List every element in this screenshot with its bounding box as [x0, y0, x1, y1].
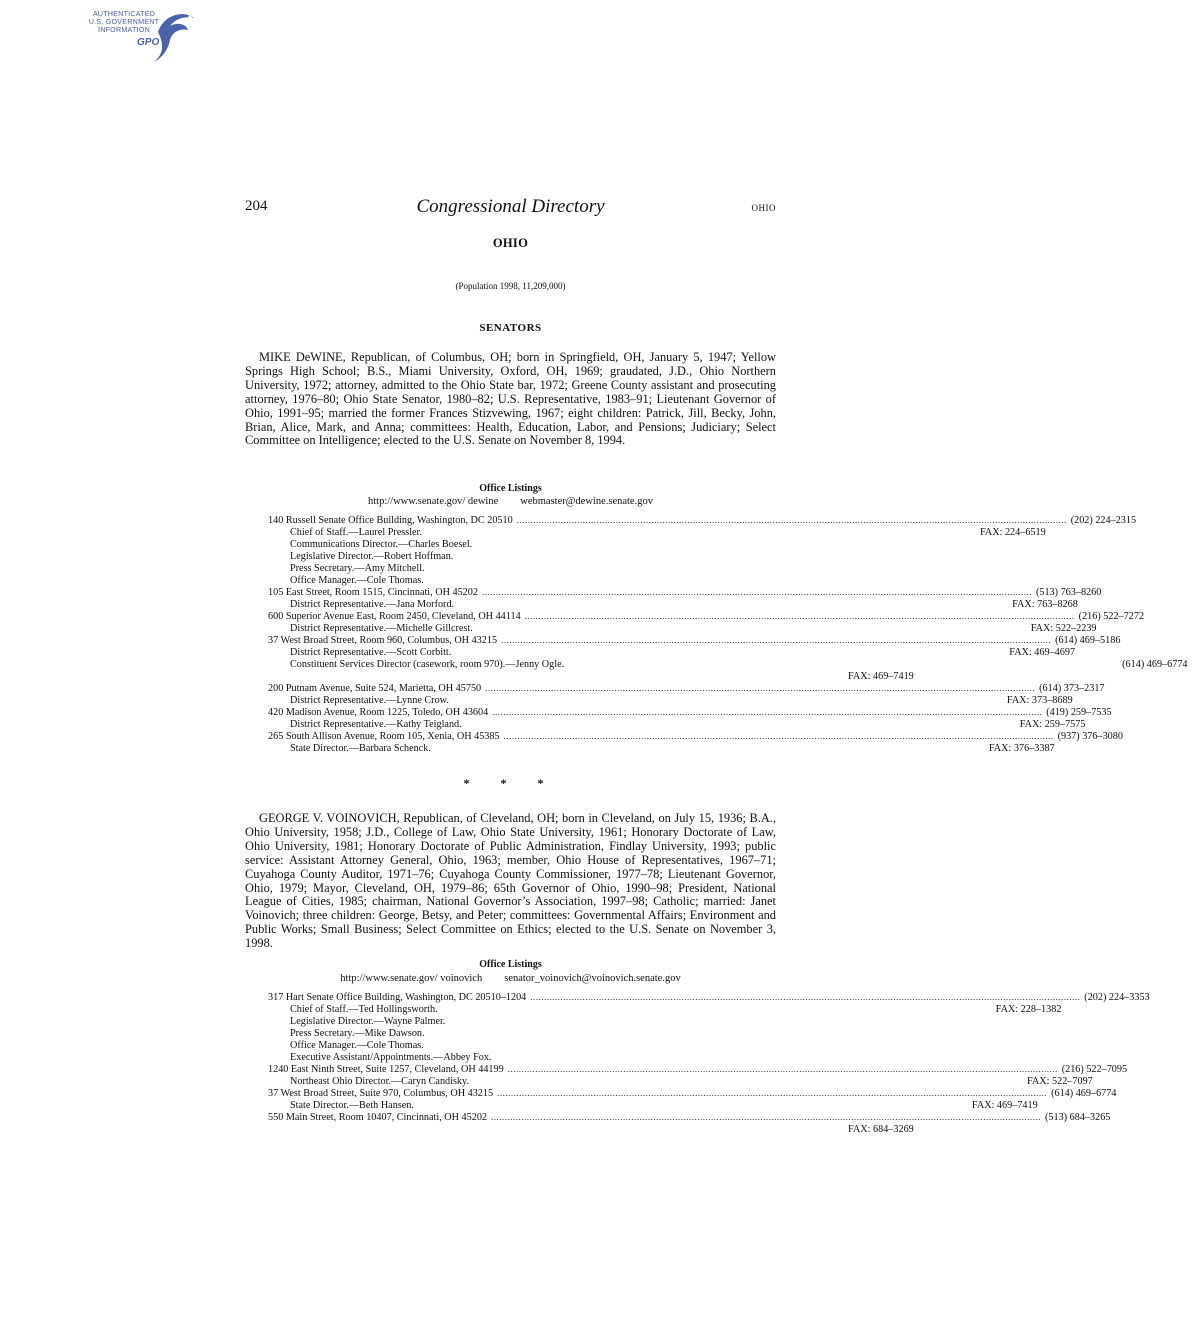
- leader-dots: ........................................................................................................................................................................................................: [491, 1112, 1042, 1122]
- web-contact-line: [245, 496, 776, 507]
- gpo-mark-text: GPO: [137, 37, 160, 48]
- office-listing-row: [268, 1027, 756, 1039]
- office-entry-value: (419) 259–7535: [1046, 707, 1112, 718]
- office-entry-label: District Representative.—Scott Corbitt.: [290, 647, 452, 658]
- office-entry-label: Office Manager.—Cole Thomas.: [290, 1040, 424, 1051]
- office-listing-row: [268, 742, 1055, 754]
- office-listing-row: [268, 622, 1097, 634]
- running-state: OHIO: [751, 203, 776, 213]
- office-entry-value: FAX: 469–4697: [1009, 647, 1076, 658]
- office-entry-label: 37 West Broad Street, Room 960, Columbus, OH 43215: [268, 635, 498, 646]
- leader-dots: ........................................................................................................................................................................................................: [497, 1088, 1048, 1098]
- office-listing-row: [268, 682, 1105, 694]
- office-entry-value: (937) 376–3080: [1057, 731, 1123, 742]
- office-entry-value: FAX: 228–1382: [995, 1004, 1062, 1015]
- website-link[interactable]: http://www.senate.gov/ voinovich: [340, 973, 483, 984]
- website-link[interactable]: http://www.senate.gov/ dewine: [368, 496, 499, 507]
- office-listing-row: [268, 586, 1102, 598]
- office-entry-label: Constituent Services Director (casework, room 970).—Jenny Ogle.: [290, 659, 565, 670]
- senator-bio: GEORGE V. VOINOVICH, Republican, of Cleveland, OH; born in Cleveland, on July 15, 1936; B.A., Ohio University, 1958; J.D., College of Law, Ohio State University, 1961; Honorary Doctorate of Law, Ohio University, 1981; Honorary Doctorate of Public Administration, Findlay University, 1993; public service: Assistant Attorney General, Ohio, 1963; member, Ohio House of Representatives, 1967–71; Cuyahoga County Auditor, 1971–76; Cuyahoga County Commissioner, 1977–78; Lieutenant Governor, Ohio, 1979; Mayor, Cleveland, OH, 1979–86; 65th Governor of Ohio, 1990–98; President, National League of Cities, 1985; chairman, National Governor’s Association, 1997–98; Catholic; married: Janet Voinovich; three children: George, Betsy, and Peter; committees: Governmental Affairs; Environment and Public Works; Small Business; Select Committee on Ethics; elected to the U.S. Senate on November 3, 1998.: [245, 811, 776, 951]
- office-entry-value: (513) 684–3265: [1045, 1112, 1111, 1123]
- office-listing-row: [268, 706, 1112, 718]
- office-entry-label: District Representative.—Jana Morford.: [290, 599, 455, 610]
- population-line: (Population 1998, 11,209,000): [455, 281, 566, 291]
- leader-dots: ........................................................................................................................................................................................................: [485, 683, 1036, 693]
- office-listing-row: [268, 1099, 1038, 1111]
- office-listings-heading: Office Listings: [479, 483, 542, 494]
- office-listing-row: [268, 658, 1188, 670]
- office-entry-value: (614) 373–2317: [1039, 683, 1105, 694]
- office-entry-label: Legislative Director.—Wayne Palmer.: [290, 1016, 446, 1027]
- office-entry-value: (614) 469–6774: [1051, 1088, 1117, 1099]
- office-entry-value: FAX: 469–7419: [848, 671, 914, 682]
- office-entry-value: FAX: 373–8689: [1006, 695, 1073, 706]
- office-listing-row: [268, 1075, 1093, 1087]
- office-entry-value: (216) 522–7095: [1061, 1064, 1128, 1075]
- page-number: 204: [245, 198, 268, 214]
- office-entry-label: 265 South Allison Avenue, Room 105, Xenia, OH 45385: [268, 731, 500, 742]
- state-title: OHIO: [492, 236, 529, 250]
- office-listing-row: [268, 562, 756, 574]
- office-entry-value: (202) 224–2315: [1070, 515, 1137, 526]
- office-entry-label: Chief of Staff.—Laurel Pressler.: [290, 527, 422, 538]
- leader-dots: ........................................................................................................................................................................................................: [501, 635, 1052, 645]
- office-entry-value: (202) 224–3353: [1084, 992, 1150, 1003]
- office-entry-label: Legislative Director.—Robert Hoffman.: [290, 551, 454, 562]
- leader-dots: ........................................................................................................................................................................................................: [492, 707, 1043, 717]
- office-listing-row: [268, 1003, 1062, 1015]
- leader-dots: ........................................................................................................................................................................................................: [481, 587, 1032, 597]
- gpo-authentication-logo: [86, 8, 196, 64]
- office-entry-label: Office Manager.—Cole Thomas.: [290, 575, 424, 586]
- office-listing-row: [268, 598, 1078, 610]
- office-entry-value: FAX: 376–3387: [988, 743, 1055, 754]
- office-listing-row: [268, 1123, 914, 1135]
- office-entry-label: Executive Assistant/Appointments.—Abbey Fox.: [290, 1052, 492, 1063]
- office-listing-row: [268, 1051, 756, 1063]
- office-entry-label: 1240 East Ninth Street, Suite 1257, Cleveland, OH 44199: [268, 1064, 504, 1075]
- email-link[interactable]: webmaster@dewine.senate.gov: [520, 496, 653, 507]
- eagle-icon: [150, 8, 196, 64]
- web-contact-line: [245, 973, 776, 984]
- office-listing-row: [268, 1063, 1128, 1075]
- office-entry-label: 317 Hart Senate Office Building, Washington, DC 20510–1204: [268, 992, 527, 1003]
- office-listing-row: [268, 610, 1145, 622]
- office-listing-row: [268, 1015, 756, 1027]
- office-listing-row: [268, 538, 756, 550]
- email-link[interactable]: senator_voinovich@voinovich.senate.gov: [504, 973, 681, 984]
- office-listing-row: [268, 730, 1123, 742]
- office-entry-label: 200 Putnam Avenue, Suite 524, Marietta, OH 45750: [268, 683, 482, 694]
- office-entry-value: FAX: 469–7419: [971, 1100, 1038, 1111]
- office-entry-label: 550 Main Street, Room 10407, Cincinnati, OH 45202: [268, 1112, 488, 1123]
- office-entry-label: 105 East Street, Room 1515, Cincinnati, OH 45202: [268, 587, 478, 598]
- office-entry-value: (614) 469–6774: [1122, 659, 1188, 670]
- office-entry-value: (513) 763–8260: [1035, 587, 1102, 598]
- office-listing-row: [268, 1039, 756, 1051]
- office-entry-label: State Director.—Barbara Schenck.: [290, 743, 431, 754]
- leader-dots: ........................................................................................................................................................................................................: [516, 515, 1067, 525]
- logo-line: AUTHENTICATED: [92, 9, 156, 18]
- office-entry-label: 37 West Broad Street, Suite 970, Columbus, OH 43215: [268, 1088, 494, 1099]
- office-listing-row: [268, 550, 756, 562]
- office-entry-value: FAX: 224–6519: [979, 527, 1046, 538]
- office-entry-value: FAX: 522–7097: [1027, 1076, 1093, 1087]
- office-entry-label: Chief of Staff.—Ted Hollingsworth.: [290, 1004, 438, 1015]
- leader-dots: ........................................................................................................................................................................................................: [524, 611, 1075, 621]
- logo-line: INFORMATION: [98, 25, 150, 34]
- office-listing-row: [268, 526, 1046, 538]
- office-listings-heading: Office Listings: [479, 959, 542, 970]
- office-entry-value: FAX: 522–2239: [1030, 623, 1097, 634]
- office-entry-label: District Representative.—Michelle Gillcrest.: [290, 623, 473, 634]
- office-listing-row: [268, 514, 1137, 526]
- running-title: Congressional Directory: [416, 196, 605, 217]
- office-entry-label: Communications Director.—Charles Boesel.: [290, 539, 473, 550]
- office-entry-value: (216) 522–7272: [1078, 611, 1145, 622]
- office-listing-row: [268, 1111, 1111, 1123]
- office-entry-label: District Representative.—Lynne Crow.: [290, 695, 449, 706]
- leader-dots: ........................................................................................................................................................................................................: [503, 731, 1054, 741]
- office-listing-row: [268, 694, 1073, 706]
- office-entry-label: 140 Russell Senate Office Building, Washington, DC 20510: [268, 515, 513, 526]
- office-entry-label: Press Secretary.—Mike Dawson.: [290, 1028, 425, 1039]
- office-listing-row: [268, 991, 1150, 1003]
- section-separator: * * *: [463, 776, 558, 790]
- office-listing-table: [268, 991, 1150, 1135]
- office-entry-value: FAX: 763–8268: [1012, 599, 1078, 610]
- office-listing-row: [268, 1087, 1117, 1099]
- office-listing-row: [268, 634, 1121, 646]
- office-entry-label: 600 Superior Avenue East, Room 2450, Cleveland, OH 44114: [268, 611, 521, 622]
- running-head: [245, 196, 776, 220]
- office-listing-row: [268, 646, 1076, 658]
- office-listing-table: [268, 514, 1188, 754]
- senator-bio: MIKE DeWINE, Republican, of Columbus, OH; born in Springfield, OH, January 5, 1947; Yellow Springs High School; B.S., Miami University, Oxford, OH, 1969; graudated, J.D., Ohio Northern University, 1972; attorney, admitted to the Ohio State bar, 1972; Greene County assistant and prosecuting attorney, 1976–80; Ohio State Senator, 1980–82; U.S. Representative, 1983–91; Lieutenant Governor of Ohio, 1991–95; married the former Frances Stizvewing, 1967; eight children: Patrick, Jill, Becky, John, Brian, Alice, Mark, and Anna; committees: Health, Education, Labor, and Pensions; Judiciary; Select Committee on Intelligence; elected to the U.S. Senate on November 8, 1994.: [245, 350, 776, 448]
- office-entry-label: State Director.—Beth Hansen.: [290, 1100, 414, 1111]
- office-entry-value: FAX: 259–7575: [1019, 719, 1086, 730]
- office-entry-value: (614) 469–5186: [1055, 635, 1121, 646]
- office-listing-row: [268, 574, 756, 586]
- office-listing-row: [268, 670, 914, 682]
- office-listing-row: [268, 718, 1086, 730]
- section-title: SENATORS: [479, 322, 542, 334]
- office-entry-label: Press Secretary.—Amy Mitchell.: [290, 563, 425, 574]
- office-entry-value: FAX: 684–3269: [848, 1124, 914, 1135]
- logo-line: U.S. GOVERNMENT: [88, 17, 160, 26]
- leader-dots: ........................................................................................................................................................................................................: [530, 992, 1081, 1002]
- leader-dots: ........................................................................................................................................................................................................: [507, 1064, 1058, 1074]
- office-entry-label: District Representative.—Kathy Teigland.: [290, 719, 462, 730]
- office-entry-label: 420 Madison Avenue, Room 1225, Toledo, OH 43604: [268, 707, 489, 718]
- office-entry-label: Northeast Ohio Director.—Caryn Candisky.: [290, 1076, 470, 1087]
